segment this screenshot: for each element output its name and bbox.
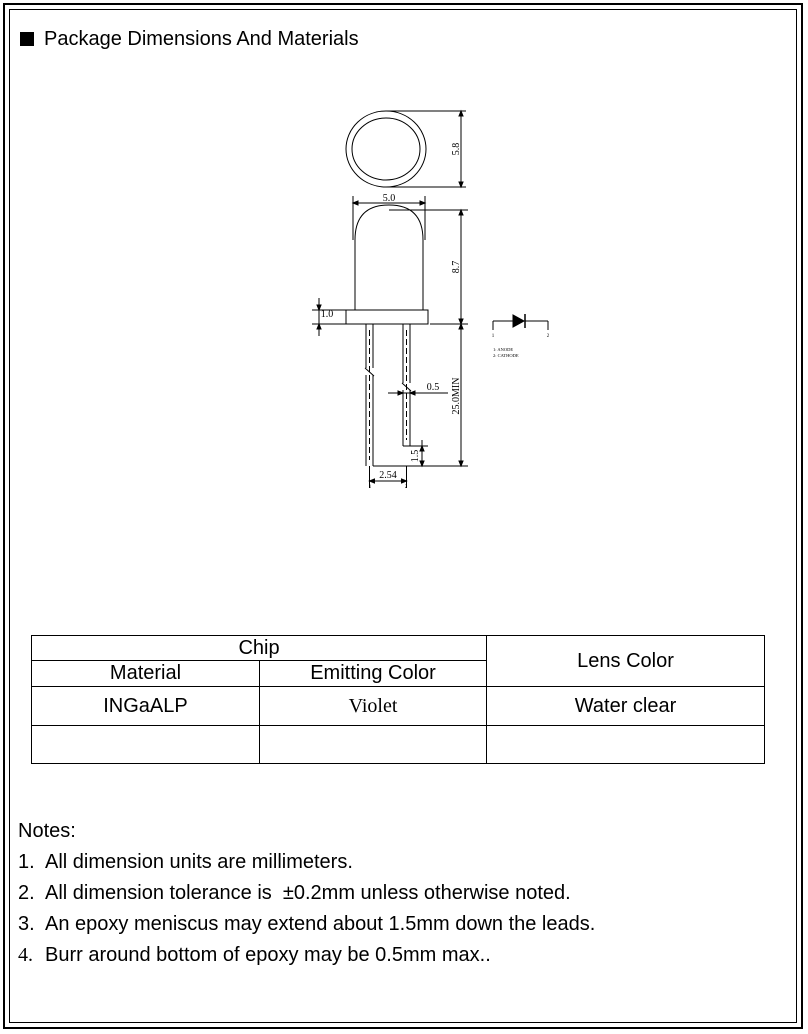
side-view [312, 193, 468, 490]
note-number: 2. [18, 882, 35, 904]
section-title: Package Dimensions And Materials [44, 28, 359, 50]
dim-0-5: 0.5 [426, 382, 440, 393]
dim-1-0: 1.0 [320, 309, 334, 320]
dim-25-0-min: 25.0MIN [451, 377, 462, 415]
materials-table [31, 635, 765, 764]
dim-8-7: 8.7 [451, 260, 462, 274]
table-row [32, 687, 765, 726]
note-text: Burr around bottom of epoxy may be 0.5mm max.. [45, 944, 491, 966]
table-row [32, 726, 765, 764]
dim-2-54: 2.54 [379, 470, 397, 481]
note-number: 1. [18, 851, 35, 873]
notes-section [18, 816, 595, 971]
dim-1-5: 1.5 [410, 449, 421, 463]
schematic-pin-1: 1 [491, 334, 495, 339]
pin-label-anode: 1: ANODE [493, 347, 514, 352]
lens-color-header: Lens Color [487, 636, 765, 687]
note-item [18, 878, 595, 909]
material-cell: INGaALP [32, 687, 260, 726]
dim-5-0: 5.0 [382, 193, 396, 204]
lens-color-cell [487, 726, 765, 764]
schematic-pin-2: 2 [546, 334, 550, 339]
note-text: All dimension units are millimeters. [45, 851, 353, 873]
note-item [18, 940, 595, 971]
emitting-color-cell: Violet [260, 687, 487, 726]
material-header: Material [32, 661, 260, 687]
top-view [346, 111, 466, 187]
emitting-color-header: Emitting Color [260, 661, 487, 687]
note-text: An epoxy meniscus may extend about 1.5mm down the leads. [45, 913, 596, 935]
material-cell [32, 726, 260, 764]
note-number: 4. [18, 944, 33, 966]
notes-title: Notes: [18, 820, 76, 842]
pin-number-bottom-left: 1 [368, 485, 372, 490]
dim-5-8: 5.8 [451, 142, 462, 156]
note-number: 3. [18, 913, 35, 935]
lens-color-cell: Water clear [487, 687, 765, 726]
emitting-color-cell [260, 726, 487, 764]
note-text: All dimension tolerance is ±0.2mm unless otherwise noted. [45, 882, 571, 904]
note-item [18, 909, 595, 940]
note-item [18, 847, 595, 878]
pin-label-cathode: 2: CATHODE [493, 353, 519, 358]
diode-schematic-icon [492, 314, 550, 358]
pin-number-bottom-right: 2 [404, 485, 408, 490]
chip-header: Chip [32, 636, 487, 661]
